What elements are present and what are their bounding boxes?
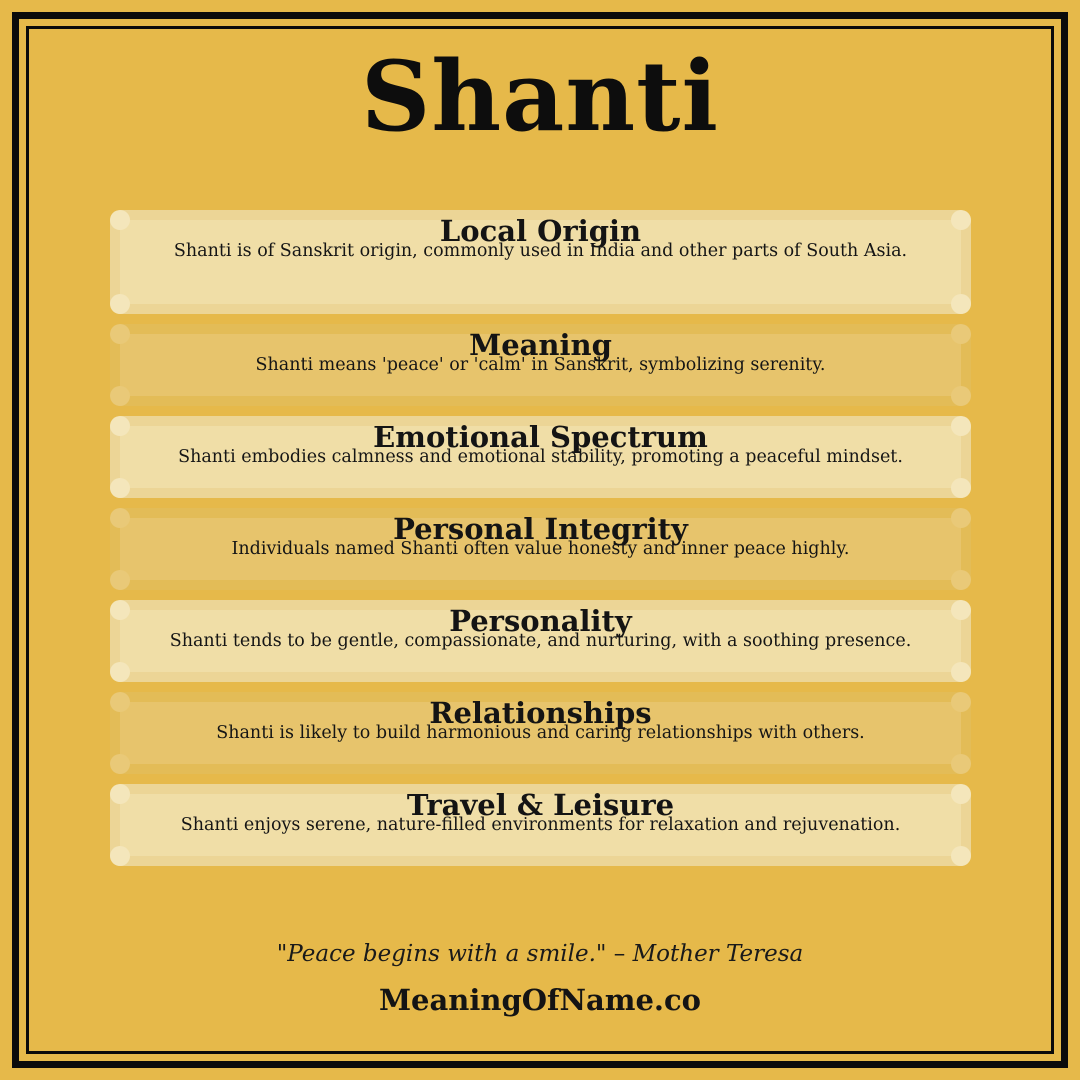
corner-dot-icon [110,754,130,774]
card-local-origin [110,210,971,314]
quote-separator: – [606,941,633,967]
quote-author: Mother Teresa [632,941,804,967]
card-travel-leisure [110,784,971,866]
card-text: Shanti embodies calmness and emotional stability, promoting a peaceful mindset. [178,447,903,467]
corner-dot-icon [951,754,971,774]
card-heading: Personal Integrity [393,512,688,546]
card-emotional-spectrum [110,416,971,498]
card-heading: Personality [449,604,632,638]
corner-dot-icon [951,478,971,498]
quote-close-mark: " [595,941,607,967]
corner-dot-icon [951,846,971,866]
corner-dot-icon [110,662,130,682]
corner-dot-icon [951,294,971,314]
corner-dot-icon [110,294,130,314]
card-relationships [110,692,971,774]
quote [0,938,1080,970]
card-text: Shanti enjoys serene, nature-filled environments for relaxation and rejuvenation. [180,815,901,835]
card-heading: Travel & Leisure [406,788,675,822]
card-heading: Emotional Spectrum [373,420,708,454]
card-text: Shanti is likely to build harmonious and caring relationships with others. [216,723,865,743]
card-text: Shanti is of Sanskrit origin, commonly used in India and other parts of South Asia. [173,241,908,261]
card-heading: Local Origin [439,214,642,248]
page-title: Shanti [361,40,719,153]
corner-dot-icon [110,846,130,866]
quote-open-mark: " [276,941,288,967]
corner-dot-icon [951,570,971,590]
card-heading: Meaning [469,328,612,362]
card-text: Shanti tends to be gentle, compassionate, and nurturing, with a soothing presence. [169,631,912,651]
card-meaning [110,324,971,406]
card-personal-integrity [110,508,971,590]
card-text: Shanti means 'peace' or 'calm' in Sanskrit, symbolizing serenity. [255,355,826,375]
corner-dot-icon [951,386,971,406]
corner-dot-icon [110,386,130,406]
corner-dot-icon [951,662,971,682]
corner-dot-icon [110,478,130,498]
site-name: MeaningOfName.co [378,983,702,1017]
corner-dot-icon [110,570,130,590]
card-heading: Relationships [429,696,652,730]
card-personality [110,600,971,682]
quote-text: Peace begins with a smile. [287,941,596,967]
card-text: Individuals named Shanti often value honesty and inner peace highly. [231,539,850,559]
